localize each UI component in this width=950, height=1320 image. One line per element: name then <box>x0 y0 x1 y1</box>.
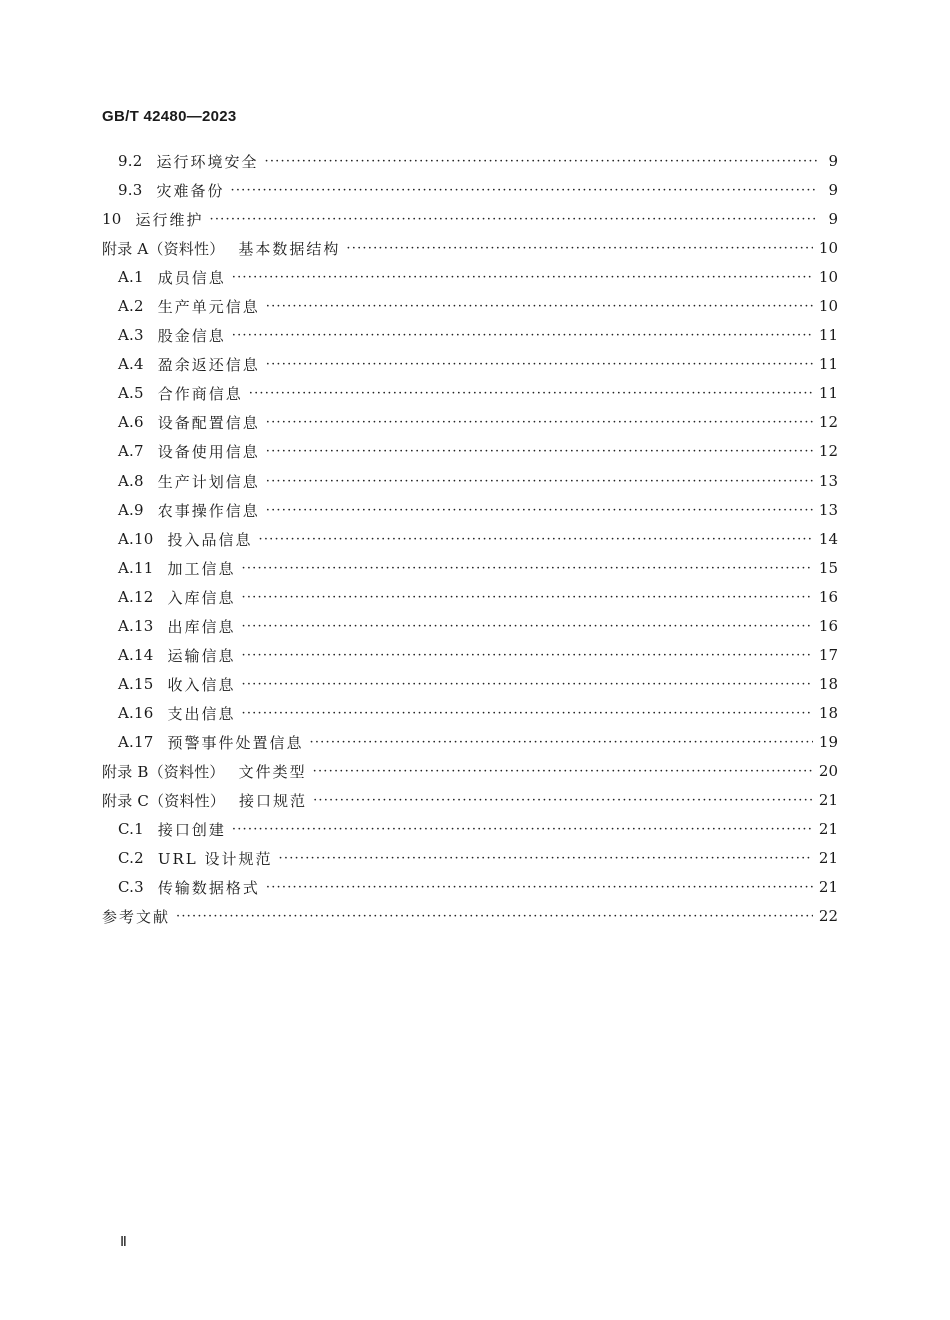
toc-entry[interactable] <box>118 469 838 493</box>
toc-leader-dots <box>313 764 813 779</box>
toc-entry[interactable] <box>118 439 838 463</box>
toc-entry-number: A.6 <box>118 413 144 431</box>
toc-entry[interactable] <box>118 498 838 522</box>
toc-entry-page: 18 <box>818 675 838 693</box>
toc-entry[interactable] <box>102 788 838 812</box>
toc-leader-dots <box>210 212 818 227</box>
toc-entry-title: 接口规范 <box>239 791 308 810</box>
toc-entry-number: C.1 <box>118 820 144 838</box>
toc-entry[interactable] <box>118 701 838 725</box>
toc-entry-title: 生产计划信息 <box>157 472 260 491</box>
toc-entry[interactable] <box>118 352 838 376</box>
toc-entry-number: C.2 <box>118 849 144 867</box>
toc-entry-page: 11 <box>818 384 838 402</box>
toc-entry-number: A.5 <box>118 384 144 402</box>
toc-leader-dots <box>242 590 813 605</box>
toc-entry[interactable] <box>102 904 838 928</box>
toc-entry-page: 20 <box>818 762 838 780</box>
toc-leader-dots <box>249 386 813 401</box>
toc-entry-title: 设备使用信息 <box>157 442 260 461</box>
toc-entry-page: 21 <box>818 849 838 867</box>
toc-entry-number: A.3 <box>118 326 144 344</box>
toc-leader-dots <box>266 299 813 314</box>
toc-entry[interactable] <box>118 585 838 609</box>
toc-entry-page: 10 <box>818 268 838 286</box>
toc-leader-dots <box>266 444 813 459</box>
toc-entry-number: A.7 <box>118 442 144 460</box>
toc-entry[interactable] <box>118 672 838 696</box>
toc-leader-dots <box>242 561 813 576</box>
toc-entry-number: A.1 <box>118 268 144 286</box>
toc-entry-page: 19 <box>818 733 838 751</box>
toc-entry-number: A.15 <box>118 675 154 693</box>
toc-entry-number: 附录 B（资料性） <box>102 762 225 781</box>
toc-leader-dots <box>279 851 813 866</box>
toc-entry[interactable] <box>118 323 838 347</box>
toc-entry-number: A.13 <box>118 617 154 635</box>
toc-entry-title: 生产单元信息 <box>157 297 260 316</box>
toc-entry-number: A.8 <box>118 472 144 490</box>
toc-entry-title: 成员信息 <box>157 268 226 287</box>
toc-entry-page: 12 <box>818 413 838 431</box>
toc-leader-dots <box>242 648 813 663</box>
toc-entry-page: 10 <box>818 239 838 257</box>
toc-entry-page: 9 <box>828 152 838 170</box>
toc-leader-dots <box>232 328 813 343</box>
toc-entry[interactable] <box>118 846 838 870</box>
toc-entry-title: 入库信息 <box>167 588 236 607</box>
toc-entry[interactable] <box>118 149 838 173</box>
toc-entry-number: A.10 <box>118 530 154 548</box>
toc-entry-number: 10 <box>102 210 122 228</box>
toc-entry-title: URL 设计规范 <box>157 849 273 868</box>
toc-entry-title: 接口创建 <box>157 820 226 839</box>
toc-entry-title: 盈余返还信息 <box>157 355 260 374</box>
toc-entry[interactable] <box>118 410 838 434</box>
toc-entry-page: 14 <box>818 530 838 548</box>
toc-entry-page: 21 <box>818 820 838 838</box>
toc-leader-dots <box>346 241 812 256</box>
toc-entry-title: 合作商信息 <box>157 384 243 403</box>
toc-entry[interactable] <box>102 759 838 783</box>
toc-entry-title: 收入信息 <box>167 675 236 694</box>
toc-entry-page: 21 <box>818 878 838 896</box>
toc-leader-dots <box>266 880 813 895</box>
toc-entry-page: 9 <box>828 210 838 228</box>
toc-entry-number: 附录 C（资料性） <box>102 791 226 810</box>
toc-entry-number: A.17 <box>118 733 154 751</box>
toc-entry-page: 17 <box>818 646 838 664</box>
toc-entry-number: C.3 <box>118 878 144 896</box>
toc-entry-title: 投入品信息 <box>167 530 253 549</box>
toc-leader-dots <box>310 735 813 750</box>
toc-entry-number: 参考文献 <box>102 907 171 926</box>
toc-entry[interactable] <box>102 236 838 260</box>
toc-entry[interactable] <box>118 265 838 289</box>
toc-entry-number: A.9 <box>118 501 144 519</box>
toc-entry-title: 支出信息 <box>167 704 236 723</box>
toc-entry-page: 13 <box>818 501 838 519</box>
toc-entry-number: 9.2 <box>118 152 143 170</box>
toc-entry-number: 9.3 <box>118 181 143 199</box>
toc-entry[interactable] <box>118 381 838 405</box>
toc-entry[interactable] <box>118 556 838 580</box>
toc-entry-title: 运行维护 <box>135 210 204 229</box>
toc-entry-page: 16 <box>818 588 838 606</box>
toc-entry-number: A.16 <box>118 704 154 722</box>
toc-entry-title: 预警事件处置信息 <box>167 733 304 752</box>
toc-entry-page: 12 <box>818 442 838 460</box>
toc-entry-page: 13 <box>818 472 838 490</box>
toc-entry-page: 11 <box>818 355 838 373</box>
toc-entry-title: 文件类型 <box>238 762 307 781</box>
toc-entry-page: 22 <box>818 907 838 925</box>
toc-entry-title: 农事操作信息 <box>157 501 260 520</box>
toc-entry-number: 附录 A（资料性） <box>102 239 225 258</box>
toc-leader-dots <box>266 415 813 430</box>
toc-entry[interactable] <box>118 817 838 841</box>
toc-entry-page: 10 <box>818 297 838 315</box>
toc-leader-dots <box>232 270 813 285</box>
toc-entry-page: 11 <box>818 326 838 344</box>
toc-entry-title: 传输数据格式 <box>157 878 260 897</box>
toc-entry-page: 15 <box>818 559 838 577</box>
document-id: GB/T 42480—2023 <box>102 108 237 125</box>
toc-entry-title: 设备配置信息 <box>157 413 260 432</box>
toc-entry-page: 9 <box>828 181 838 199</box>
toc-entry-page: 16 <box>818 617 838 635</box>
toc-leader-dots <box>242 619 813 634</box>
toc-leader-dots <box>266 474 813 489</box>
toc-entry[interactable] <box>118 614 838 638</box>
toc-entry-number: A.2 <box>118 297 144 315</box>
toc-entry-page: 21 <box>818 791 838 809</box>
toc-leader-dots <box>259 532 813 547</box>
toc-entry[interactable] <box>118 643 838 667</box>
toc-entry-number: A.12 <box>118 588 154 606</box>
toc-leader-dots <box>242 677 813 692</box>
toc-leader-dots <box>232 822 813 837</box>
toc-entry[interactable] <box>118 294 838 318</box>
toc-entry-title: 运输信息 <box>167 646 236 665</box>
toc-leader-dots <box>266 357 813 372</box>
toc-leader-dots <box>230 183 818 198</box>
toc-entry-title: 灾难备份 <box>156 181 225 200</box>
toc-entry-number: A.11 <box>118 559 154 577</box>
toc-entry[interactable] <box>118 875 838 899</box>
toc-leader-dots <box>242 706 813 721</box>
toc-entry[interactable] <box>118 730 838 754</box>
toc-entry-title: 加工信息 <box>167 559 236 578</box>
toc-entry-number: A.14 <box>118 646 154 664</box>
toc-entry-title: 出库信息 <box>167 617 236 636</box>
toc-leader-dots <box>313 793 813 808</box>
toc-leader-dots <box>176 909 813 924</box>
toc-leader-dots <box>266 503 813 518</box>
toc-entry-title: 运行环境安全 <box>156 152 259 171</box>
toc-leader-dots <box>264 154 818 169</box>
toc-entry[interactable] <box>102 207 838 231</box>
toc-entry[interactable] <box>118 178 838 202</box>
toc-entry-page: 18 <box>818 704 838 722</box>
toc-entry-title: 基本数据结构 <box>238 239 341 258</box>
toc-entry-number: A.4 <box>118 355 144 373</box>
toc-entry-title: 股金信息 <box>157 326 226 345</box>
toc-entry[interactable] <box>118 527 838 551</box>
page-number: Ⅱ <box>120 1235 127 1250</box>
